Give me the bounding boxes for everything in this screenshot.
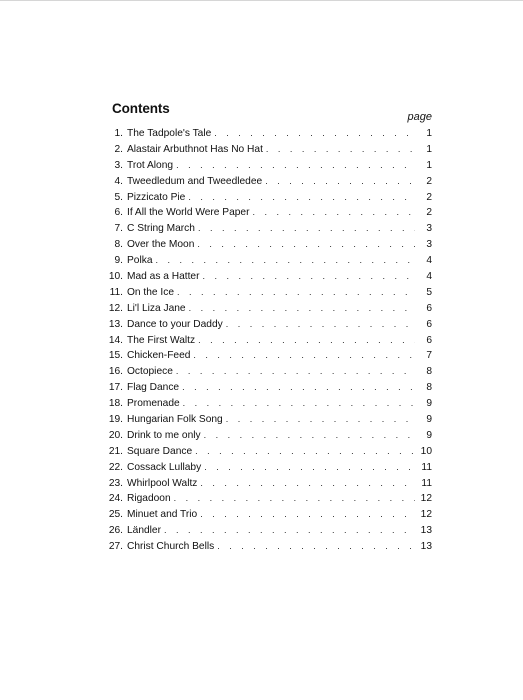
toc-entry-title: If All the World Were Paper <box>127 207 250 219</box>
dot-leader <box>197 237 415 253</box>
toc-entry <box>100 396 432 412</box>
toc-entry-page: 3 <box>426 223 432 235</box>
dot-leader <box>174 491 415 507</box>
dot-leader <box>253 205 416 221</box>
toc-entry-number: 5. <box>114 191 123 203</box>
toc-entry-title: Mad as a Hatter <box>127 271 200 283</box>
dot-leader <box>183 396 415 412</box>
toc-entry <box>100 412 432 428</box>
toc-entry-title: Octopiece <box>127 366 173 378</box>
dot-leader <box>200 476 415 492</box>
toc-entry-title: Tweedledum and Tweedledee <box>127 175 263 187</box>
toc-entry-title: Polka <box>127 255 153 267</box>
toc-entry <box>100 491 432 507</box>
toc-entry-page: 9 <box>426 429 432 441</box>
page-title: Contents <box>112 101 170 117</box>
toc-entry-title: Minuet and Trio <box>127 509 198 521</box>
toc-entry-page: 1 <box>426 143 432 155</box>
toc-entry-title: Cossack Lullaby <box>127 461 202 473</box>
toc-entry-page: 12 <box>420 493 432 505</box>
dot-leader <box>265 174 415 190</box>
toc-entry <box>100 285 432 301</box>
dot-leader <box>155 253 415 269</box>
toc-entry-number: 13. <box>108 318 123 330</box>
toc-entry-page: 11 <box>421 477 432 489</box>
toc-entry-number: 9. <box>114 255 123 267</box>
toc-entry-number: 25. <box>108 509 123 521</box>
toc-entry-title: Whirlpool Waltz <box>127 477 198 489</box>
dot-leader <box>176 364 415 380</box>
toc-entry-page: 6 <box>426 302 432 314</box>
toc-entry <box>100 364 432 380</box>
toc-entry <box>100 348 432 364</box>
toc-entry <box>100 190 432 206</box>
toc-entry-page: 8 <box>426 382 432 394</box>
toc-entry-title: C String March <box>127 223 195 235</box>
toc-entry <box>100 460 432 476</box>
toc-entry-number: 12. <box>108 302 123 314</box>
toc-entry-number: 11. <box>109 286 123 298</box>
toc-entry-number: 15. <box>108 350 123 362</box>
toc-entry <box>100 221 432 237</box>
toc-entry-page: 13 <box>420 525 432 537</box>
toc-entry-number: 6. <box>114 207 123 219</box>
toc-entry-number: 3. <box>114 159 123 171</box>
dot-leader <box>204 460 415 476</box>
toc-entry-title: Ländler <box>127 525 161 537</box>
toc-entry-page: 4 <box>426 255 432 267</box>
dot-leader <box>189 301 415 317</box>
toc-entry-number: 26. <box>108 525 123 537</box>
toc-entry-page: 1 <box>426 159 432 171</box>
dot-leader <box>200 507 415 523</box>
toc-entry-number: 23. <box>108 477 123 489</box>
dot-leader <box>188 190 415 206</box>
dot-leader <box>164 523 415 539</box>
toc-entry-page: 3 <box>426 239 432 251</box>
toc-entry-title: The Tadpole's Tale <box>127 128 212 139</box>
toc-entry-title: Dance to your Daddy <box>127 318 223 330</box>
toc-entry <box>100 301 432 317</box>
toc-entry-number: 17. <box>108 382 123 394</box>
dot-leader <box>193 348 415 364</box>
toc-entry <box>100 317 432 333</box>
toc-entry-number: 2. <box>114 143 123 155</box>
toc-entry-page: 8 <box>426 366 432 378</box>
toc-entry <box>100 333 432 349</box>
toc-entry-title: Chicken-Feed <box>127 350 191 362</box>
toc-entry-number: 20. <box>108 429 123 441</box>
toc-entry-page: 6 <box>426 318 432 330</box>
toc-entry <box>100 205 432 221</box>
toc-entry-page: 9 <box>426 398 432 410</box>
toc-entry-number: 22. <box>108 461 123 473</box>
toc-entry-title: Pizzicato Pie <box>127 191 186 203</box>
toc-entry-title: Drink to me only <box>127 429 201 441</box>
dot-leader <box>195 444 415 460</box>
toc-entry-title: Li'l Liza Jane <box>127 302 186 314</box>
dot-leader <box>202 269 415 285</box>
toc-entry-title: Promenade <box>127 398 180 410</box>
toc-entry-page: 2 <box>426 175 432 187</box>
toc-entry-number: 14. <box>108 334 123 346</box>
dot-leader <box>226 412 415 428</box>
dot-leader <box>182 380 415 396</box>
toc-entry <box>100 174 432 190</box>
toc-entry-number: 21. <box>108 445 123 457</box>
dot-leader <box>177 285 415 301</box>
toc-entry-title: The First Waltz <box>127 334 196 346</box>
toc-entry <box>100 444 432 460</box>
toc-entry-title: Alastair Arbuthnot Has No Hat <box>127 143 263 155</box>
toc-entry <box>100 253 432 269</box>
toc-entry <box>100 428 432 444</box>
toc-entry-title: Trot Along <box>127 159 174 171</box>
toc-entry <box>100 507 432 523</box>
table-of-contents <box>100 126 432 555</box>
toc-entry-title: Over the Moon <box>127 239 195 251</box>
toc-entry-number: 24. <box>108 493 123 505</box>
toc-entry <box>100 269 432 285</box>
toc-entry-number: 16. <box>108 366 123 378</box>
toc-entry-title: Hungarian Folk Song <box>127 414 223 426</box>
toc-entry-page: 4 <box>426 271 432 283</box>
dot-leader <box>266 142 415 158</box>
toc-entry-number: 10. <box>108 271 123 283</box>
toc-entry <box>100 380 432 396</box>
dot-leader <box>176 158 415 174</box>
toc-entry-page: 6 <box>426 334 432 346</box>
toc-entry-number: 7. <box>114 223 123 235</box>
toc-entry-page: 7 <box>426 350 432 362</box>
toc-entry-title: Flag Dance <box>127 382 180 394</box>
toc-entry-page: 2 <box>426 207 432 219</box>
toc-entry-page: 10 <box>420 445 432 457</box>
toc-entry-number: 1. <box>114 128 123 139</box>
dot-leader <box>226 317 415 333</box>
toc-entry <box>100 523 432 539</box>
toc-entry <box>100 539 432 555</box>
toc-entry-page: 1 <box>426 128 432 139</box>
dot-leader <box>198 333 415 349</box>
toc-entry <box>100 476 432 492</box>
dot-leader <box>214 126 415 142</box>
toc-entry-title: On the Ice <box>127 286 175 298</box>
toc-entry-number: 19. <box>108 414 123 426</box>
dot-leader <box>198 221 415 237</box>
toc-entry-page: 12 <box>420 509 432 521</box>
toc-entry-title: Square Dance <box>127 445 193 457</box>
toc-entry <box>100 126 432 142</box>
toc-entry <box>100 237 432 253</box>
toc-entry-title: Rigadoon <box>127 493 171 505</box>
toc-entry <box>100 142 432 158</box>
toc-entry-page: 9 <box>426 414 432 426</box>
toc-entry-page: 5 <box>426 286 432 298</box>
top-edge-rule <box>0 0 523 1</box>
toc-entry-number: 4. <box>114 175 123 187</box>
dot-leader <box>204 428 415 444</box>
page-column-heading: page <box>407 111 432 123</box>
toc-entry-page: 13 <box>420 541 432 553</box>
toc-entry-number: 8. <box>114 239 123 251</box>
toc-entry-page: 2 <box>426 191 432 203</box>
dot-leader <box>217 539 415 555</box>
toc-entry-number: 27. <box>108 541 123 553</box>
toc-entry-number: 18. <box>108 398 123 410</box>
toc-entry <box>100 158 432 174</box>
toc-entry-page: 11 <box>421 461 432 473</box>
toc-entry-title: Christ Church Bells <box>127 541 215 553</box>
